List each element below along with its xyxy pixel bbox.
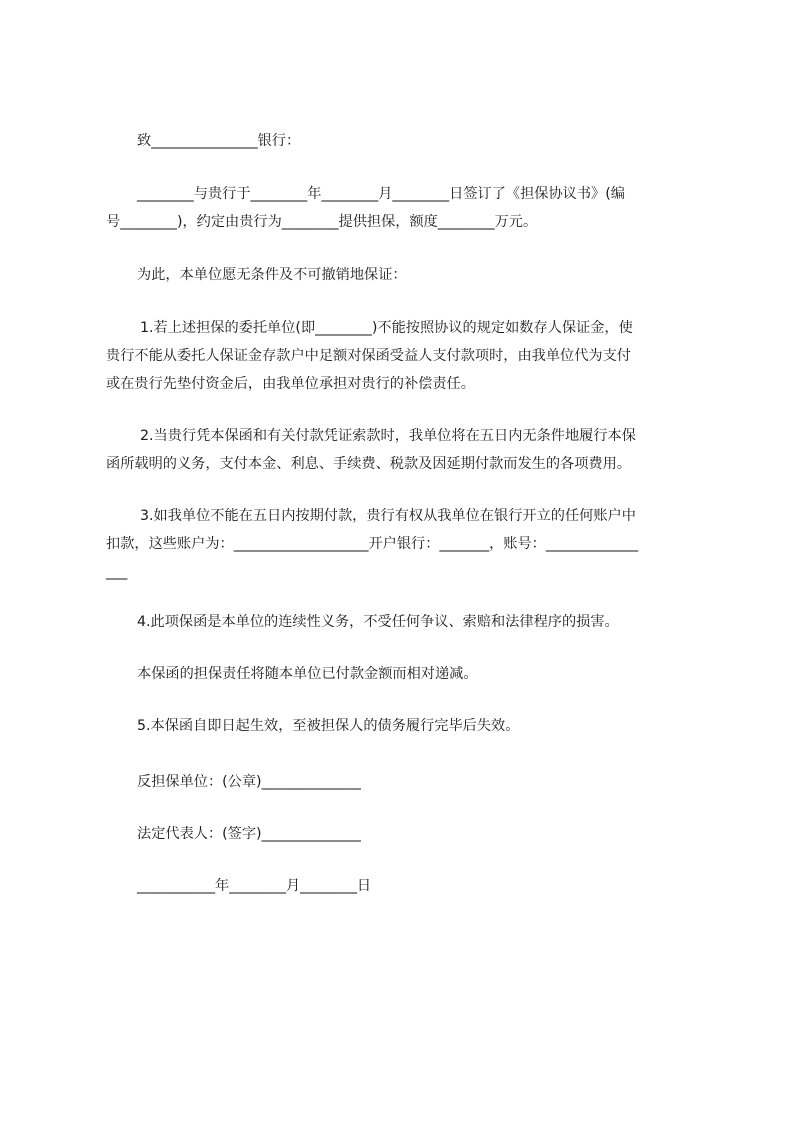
item5-text: 5.本保函自即日起生效，至被担保人的债务履行完毕后失效。 xyxy=(137,718,520,734)
item3-line3: ___ xyxy=(106,564,128,580)
date-line: ___________年________月________日 xyxy=(137,878,372,894)
item1-line1: 1.若上述担保的委托单位(即________)不能按照协议的规定如数存人保证金，使 xyxy=(140,320,633,336)
item3-line1: 3.如我单位不能在五日内按期付款，贵行有权从我单位在银行开立的任何账户中 xyxy=(140,508,636,524)
para1-line1: ________与贵行于________年________月________日签订了《担保协议书》(编 xyxy=(137,186,625,202)
item3-line2: 扣款，这些账户为：___________________开户银行：_______，账号：_____________ xyxy=(106,536,639,552)
item4-text: 4.此项保函是本单位的连续性义务，不受任何争议、索赔和法律程序的损害。 xyxy=(137,614,619,630)
guarantor-signature-line: 反担保单位：(公章)______________ xyxy=(137,774,361,790)
note-text: 本保函的担保责任将随本单位已付款金额而相对递减。 xyxy=(137,666,478,682)
intro-text: 为此，本单位愿无条件及不可撤销地保证： xyxy=(137,267,407,283)
item2-line1: 2.当贵行凭本保函和有关付款凭证索款时，我单位将在五日内无条件地履行本保 xyxy=(140,428,636,444)
item1-line3: 或在贵行先垫付资金后，由我单位承担对贵行的补偿责任。 xyxy=(106,376,475,392)
para1-line2: 号________)，约定由贵行为________提供担保，额度________万元。 xyxy=(106,214,538,230)
representative-signature-line: 法定代表人：(签字)______________ xyxy=(137,826,361,842)
item1-line2: 贵行不能从委托人保证金存款户中足额对保函受益人支付款项时，由我单位代为支付 xyxy=(106,348,631,364)
item2-line2: 函所载明的义务，支付本金、利息、手续费、税款及因延期付款而发生的各项费用。 xyxy=(106,456,631,472)
salutation: 致_______________银行： xyxy=(137,133,301,149)
